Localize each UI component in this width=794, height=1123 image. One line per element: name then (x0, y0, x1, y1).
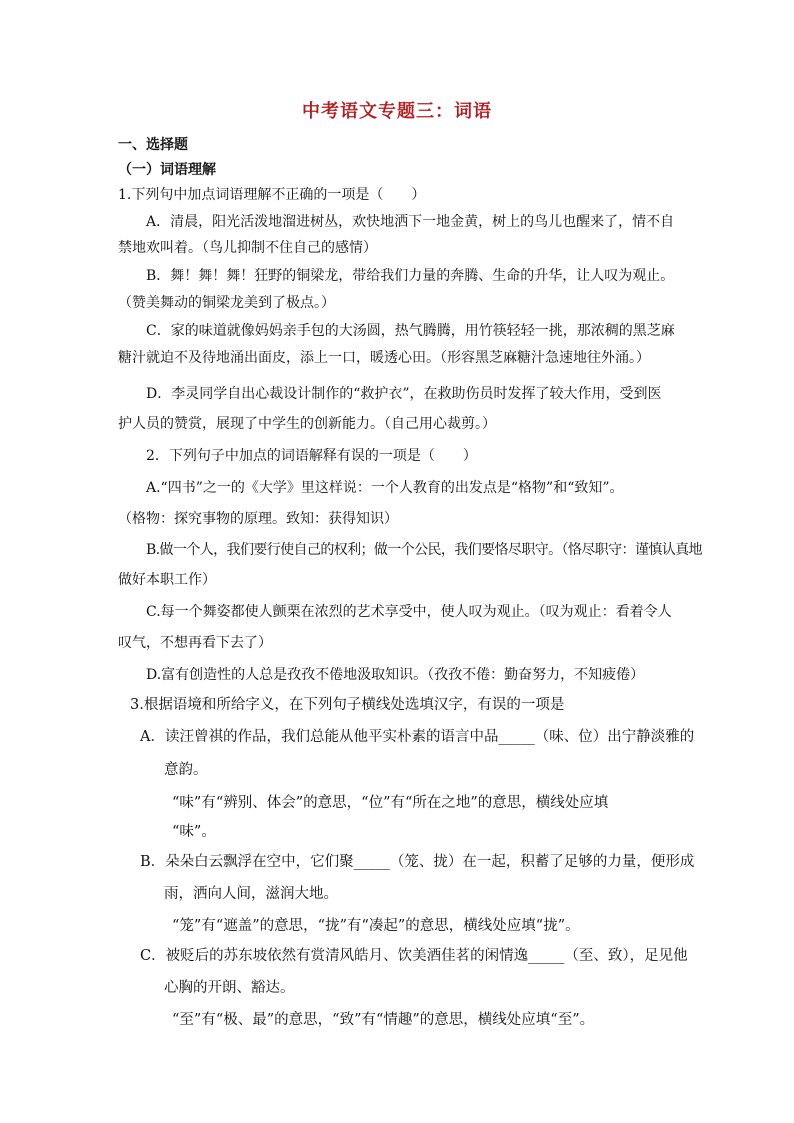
q2-option-a: A.“四书”之一的《大学》里这样说：一个人教育的出发点是“格物”和“致知”。 (146, 480, 624, 496)
q1-option-c: C．家的味道就像妈妈亲手包的大汤圆，热气腾腾，用竹筷轻轻一挑，那浓稠的黑芝麻 (146, 323, 675, 339)
q3-option-a-note-cont: “味”。 (172, 824, 216, 840)
q2-option-c-cont: 叹气，不想再看下去了） (118, 635, 272, 651)
question-3-stem: 3.根据语境和所给字义，在下列句子横线处选填汉字，有误的一项是 (130, 697, 565, 713)
q1-option-a-cont: 禁地欢叫着。（鸟儿抑制不住自己的感情） (118, 240, 377, 256)
q1-option-c-cont: 糖汁就迫不及待地涌出面皮，添上一口，暖透心田。（形容黑芝麻糖汁急速地往外涌。） (118, 350, 650, 366)
q3-option-c-note: “至”有“极、最”的意思，“致”有“情趣”的意思，横线处应填“至”。 (172, 1012, 595, 1028)
q3-option-a-cont: 意韵。 (164, 762, 208, 778)
q3-option-c: C．被贬后的苏东坡依然有赏清风皓月、饮美酒佳茗的闲情逸_____（至、致），足见他 (140, 948, 688, 964)
q2-option-d: D.富有创造性的人总是孜孜不倦地汲取知识。（孜孜不倦：勤奋努力，不知疲倦） (146, 667, 645, 683)
q1-option-d: D．李灵同学自出心裁设计制作的“救护衣”，在救助伤员时发挥了较大作用，受到医 (146, 386, 662, 402)
q3-option-a: A．读汪曾祺的作品，我们总能从他平实朴素的语言中品_____（味、位）出宁静淡雅的 (140, 729, 695, 745)
q1-option-d-cont: 护人员的赞赏，展现了中学生的创新能力。（自己用心裁剪。） (118, 416, 496, 432)
q3-option-a-note: “味”有“辨别、体会”的意思，“位”有“所在之地”的意思，横线处应填 (172, 795, 609, 811)
q2-option-b-cont: 做好本职工作） (118, 572, 216, 588)
q3-option-b-cont: 雨，洒向人间，滋润大地。 (164, 886, 338, 902)
subsection-heading: （一）词语理解 (118, 162, 216, 178)
q1-option-b: B．舞！舞！舞！狂野的铜梁龙，带给我们力量的奔腾、生命的升华，让人叹为观止。 (146, 268, 675, 284)
section-heading: 一、选择题 (118, 137, 188, 153)
question-1-stem: 1.下列句中加点词语理解不正确的一项是（ ） (118, 187, 426, 203)
q2-option-c: C.每一个舞姿都使人颤栗在浓烈的艺术享受中，使人叹为观止。（叹为观止：看着令人 (146, 604, 672, 620)
q1-option-a: A．清晨，阳光活泼地溜进树丛，欢快地洒下一地金黄，树上的鸟儿也醒来了，情不自 (146, 214, 675, 230)
q3-option-c-cont: 心胸的开朗、豁达。 (164, 980, 295, 996)
q2-option-b: B.做一个人，我们要行使自己的权利；做一个公民，我们要恪尽职守。（恪尽职守：谨慎认真地 (146, 542, 702, 558)
q2-option-a-cont: （格物：探究事物的原理。致知：获得知识） (118, 511, 398, 527)
question-2-stem: 2．下列句子中加点的词语解释有误的一项是（ ） (146, 448, 477, 464)
q3-option-b: B．朵朵白云飘浮在空中，它们聚_____（笼、拢）在一起，积蓄了足够的力量，便形成 (140, 854, 695, 870)
page-title: 中考语文专题三：词语 (302, 101, 492, 122)
q1-option-b-cont: （赞美舞动的铜梁龙美到了极点。） (118, 295, 335, 311)
q3-option-b-note: “笼”有“遮盖”的意思，“拢”有“凑起”的意思，横线处应填“拢”。 (172, 918, 580, 934)
